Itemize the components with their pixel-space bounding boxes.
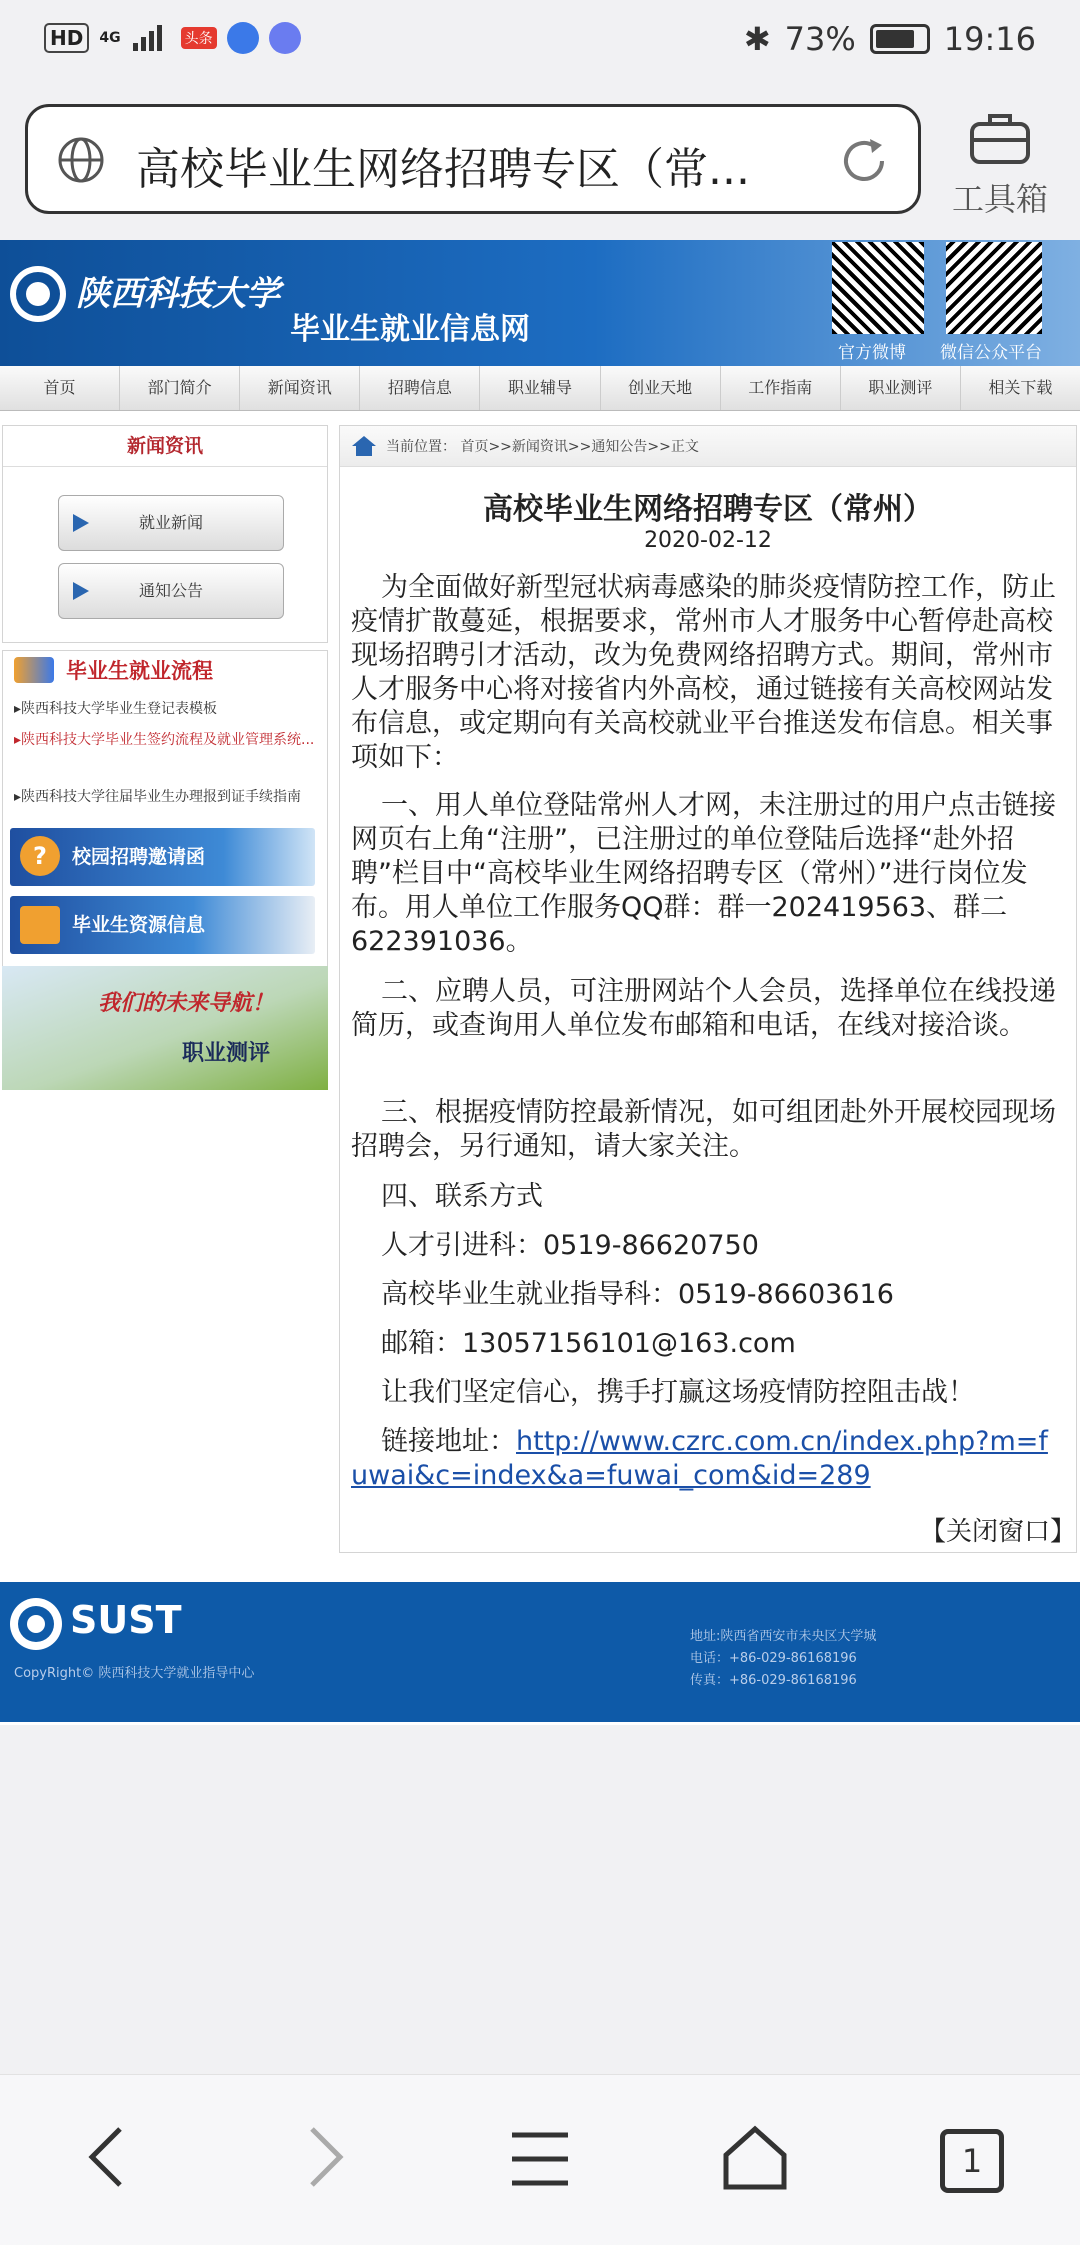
flow-title-text: 毕业生就业流程 [66, 659, 213, 683]
flow-icon [14, 657, 54, 683]
flow-title [14, 655, 213, 685]
employment-news-label: 就业新闻 [138, 513, 203, 532]
closing-slogan: 让我们坚定信心，携手打赢这场疫情防控阻击战！ [381, 1377, 975, 1408]
clock: 19:16 [943, 20, 1036, 58]
resource-icon [20, 906, 60, 944]
contact-heading: 四、联系方式 [381, 1181, 543, 1212]
contact-guidance-office: 高校毕业生就业指导科：0519-86603616 [381, 1279, 894, 1310]
nav-home[interactable]: 首页 [0, 366, 120, 410]
weibo-qr-code [832, 242, 924, 334]
toolbox-icon [968, 110, 1032, 166]
article-date: 2020-02-12 [644, 528, 772, 553]
signal-icon [131, 23, 171, 53]
breadcrumb-bar [340, 426, 1076, 467]
link-paragraph [351, 1425, 1056, 1493]
paragraph-job-fair: 三、根据疫情防控最新情况，如可组团赴外开展校园现场招聘会，另行通知，请大家关注。 [351, 1097, 1056, 1162]
close-window-link[interactable]: 【关闭窗口】 [920, 1517, 1077, 1547]
external-recruitment-link[interactable]: http://www.czrc.com.cn/index.php?m=fuwai&c=index&a=fuwai_com&id=289 [351, 1426, 1048, 1491]
nav-about[interactable]: 部门简介 [120, 366, 240, 410]
nav-downloads[interactable]: 相关下载 [988, 378, 1053, 397]
nav-entrepreneurship[interactable]: 创业天地 [601, 366, 721, 410]
battery-icon [870, 24, 930, 54]
notices-label: 通知公告 [138, 581, 203, 600]
back-icon[interactable] [82, 2125, 132, 2189]
footer-fax: 传真：+86-029-86168196 [690, 1673, 857, 1688]
paragraph-applicants: 二、应聘人员，可注册网站个人会员，选择单位在线投递简历，或查询用人单位发布邮箱和电话，在线对接洽谈。 [351, 976, 1056, 1041]
banner2-text: 毕业生资源信息 [72, 914, 206, 936]
paragraph-intro: 为全面做好新型冠状病毒感染的肺炎疫情防控工作，防止疫情扩散蔓延，根据要求，常州市人才服务中心暂停赴高校现场招聘引才活动，改为免费网络招聘方式。期间，常州市人才服务中心将对接省内外高校，通过链接有关高校网站发布信息，或定期向有关高校就业平台推送发布信息。相关事项如下： [351, 572, 1056, 773]
play-icon [73, 582, 89, 600]
footer-copyright: CopyRight© 陕西科技大学就业指导中心 [14, 1666, 255, 1681]
app-icon [227, 22, 259, 54]
link-text: 陕西科技大学毕业生签约流程及就业管理系统... [21, 732, 315, 748]
wechat-label: 微信公众平台 [940, 343, 1042, 363]
university-logo [8, 264, 68, 324]
nav-career-test[interactable]: 职业测评 [841, 366, 961, 410]
music-icon [269, 22, 301, 54]
news-panel-title: 新闻资讯 [3, 426, 327, 467]
link-text: 陕西科技大学往届毕业生办理报到证手续指南 [21, 789, 302, 805]
university-name: 陕西科技大学 [76, 274, 280, 314]
tabs-count-button[interactable]: 1 [940, 2129, 1004, 2193]
contact-talent-office: 人才引进科：0519-86620750 [381, 1230, 759, 1261]
site-name: 毕业生就业信息网 [290, 312, 530, 347]
home-button-icon[interactable] [722, 2125, 788, 2191]
nav-career-guidance[interactable]: 职业辅导 [480, 366, 600, 410]
nav-news[interactable]: 新闻资讯 [240, 366, 360, 410]
notices-button[interactable] [58, 563, 284, 619]
career-test-promo[interactable] [2, 966, 328, 1090]
bluetooth-icon: ✱ [743, 20, 771, 58]
contact-email: 邮箱：13057156101@163.com [381, 1328, 796, 1359]
link-text: 陕西科技大学毕业生登记表模板 [21, 701, 218, 717]
sidebar-link-registration-form[interactable]: ▸陕西科技大学毕业生登记表模板 [14, 701, 218, 717]
globe-icon [56, 135, 106, 185]
promo-label: 职业测评 [182, 1041, 271, 1066]
footer-address: 地址:陕西省西安市未央区大学城 [690, 1629, 877, 1644]
status-bar [0, 0, 1080, 84]
reload-icon[interactable] [836, 133, 892, 189]
status-left [44, 22, 301, 54]
promo-text: 我们的未来导航！ [98, 991, 275, 1016]
status-right [744, 20, 1036, 58]
link-label: 链接地址： [381, 1426, 516, 1457]
page-title-in-address: 高校毕业生网络招聘专区（常... [136, 144, 750, 195]
news-app-icon: 头条 [181, 27, 217, 49]
forward-icon[interactable] [300, 2125, 350, 2189]
battery-percent: 73% [784, 20, 856, 58]
employment-news-button[interactable] [58, 495, 284, 551]
banner1-text: 校园招聘邀请函 [72, 846, 206, 868]
weibo-label: 官方微博 [838, 343, 906, 363]
browser-bottom-bar [0, 2074, 1080, 2245]
campus-recruitment-invitation-banner[interactable] [10, 828, 315, 886]
footer-phone: 电话：+86-029-86168196 [690, 1651, 857, 1666]
sidebar-link-signing-process[interactable]: ▸陕西科技大学毕业生签约流程及就业管理系统... [14, 732, 315, 748]
nav-work-guide[interactable]: 工作指南 [721, 366, 841, 410]
menu-icon[interactable] [510, 2129, 570, 2189]
footer-logo-text: SUST [70, 1598, 182, 1642]
address-bar[interactable] [25, 104, 921, 214]
paragraph-employers: 一、用人单位登陆常州人才网，未注册过的用户点击链接网页右上角“注册”，已注册过的单位登陆后选择“赴外招聘”栏目中“高校毕业生网络招聘专区（常州）”进行岗位发布。用人单位工作服务QQ群：群一202419563、群二622391036。 [351, 790, 1056, 957]
nav-recruitment[interactable]: 招聘信息 [360, 366, 480, 410]
play-icon [73, 514, 89, 532]
site-header [0, 240, 1080, 366]
sust-logo-icon [8, 1596, 64, 1652]
toolbox-button[interactable] [940, 110, 1060, 220]
article-title: 高校毕业生网络招聘专区（常州） [483, 492, 933, 527]
sidebar-link-report-card-guide[interactable]: ▸陕西科技大学往届毕业生办理报到证手续指南 [14, 789, 302, 805]
wechat-qr-code [946, 242, 1042, 334]
site-nav [0, 366, 1080, 411]
breadcrumb: 当前位置： 首页>>新闻资讯>>通知公告>>正文 [386, 439, 699, 455]
network-label: 4G [99, 30, 121, 46]
toolbox-label: 工具箱 [951, 180, 1048, 218]
hd-badge: HD [44, 23, 89, 53]
graduate-resources-banner[interactable] [10, 896, 315, 954]
home-icon [350, 434, 378, 458]
footer-contact [690, 1626, 876, 1692]
site-footer [0, 1582, 1080, 1722]
question-icon: ? [20, 836, 60, 876]
